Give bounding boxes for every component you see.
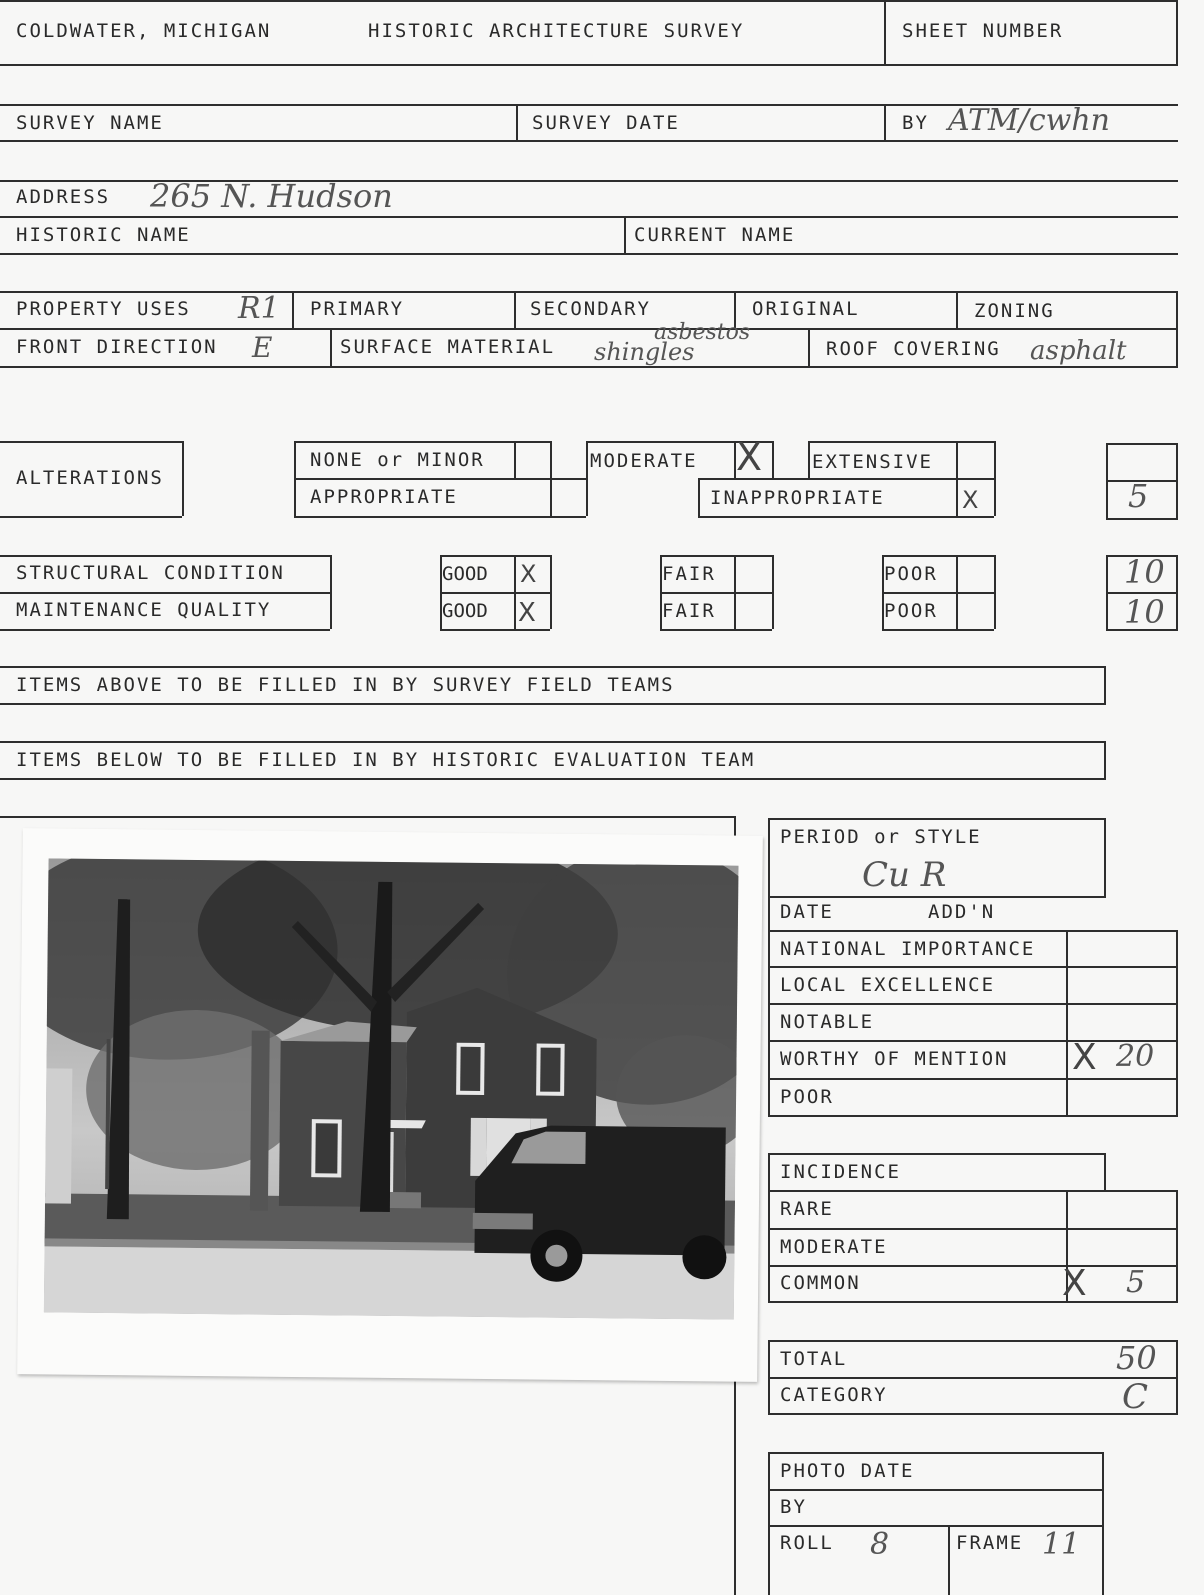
structural-poor-label: POOR [884,563,938,585]
survey-by-value[interactable]: ATM/cwhn [948,103,1110,138]
roof-covering-label: ROOF COVERING [826,338,1001,360]
incidence-common-label: COMMON [780,1272,861,1294]
maintenance-quality-label: MAINTENANCE QUALITY [16,599,272,621]
structural-good-check[interactable]: X [520,560,537,588]
structural-condition-label: STRUCTURAL CONDITION [16,562,285,584]
alteration-extensive-label: EXTENSIVE [812,451,933,473]
photo-by-label: BY [780,1496,807,1518]
form-title: HISTORIC ARCHITECTURE SURVEY [368,20,745,42]
incidence-common-check[interactable]: X [1062,1263,1087,1304]
property-uses-label: PROPERTY USES [16,298,191,320]
evaluation-team-note: ITEMS BELOW TO BE FILLED IN BY HISTORIC EVALUATION TEAM [16,749,756,771]
address-label: ADDRESS [16,186,111,208]
surface-material-value-1[interactable]: asbestos [654,320,751,345]
alteration-inappropriate-label: INAPPROPRIATE [710,487,885,509]
photo-date-label: PHOTO DATE [780,1460,915,1482]
historic-name-label: HISTORIC NAME [16,224,191,246]
surface-material-value-2[interactable]: shingles [594,338,695,366]
alteration-none-minor-label: NONE or MINOR [310,449,485,471]
period-style-label: PERIOD or STYLE [780,826,982,848]
total-value[interactable]: 50 [1116,1339,1157,1377]
period-style-value[interactable]: Cu R [862,855,947,895]
worthy-of-mention-label: WORTHY OF MENTION [780,1048,1009,1070]
poor-rating-label: POOR [780,1086,834,1108]
roof-covering-value[interactable]: asphalt [1030,336,1127,366]
frame-value[interactable]: 11 [1042,1527,1081,1562]
property-uses-value[interactable]: R1 [238,291,280,326]
worthy-of-mention-score[interactable]: 20 [1116,1039,1155,1074]
city-heading: COLDWATER, MICHIGAN [16,20,272,42]
notable-label: NOTABLE [780,1011,875,1033]
roll-value[interactable]: 8 [870,1527,890,1562]
incidence-moderate-label: MODERATE [780,1236,888,1258]
incidence-rare-label: RARE [780,1198,834,1220]
primary-label: PRIMARY [310,298,405,320]
alteration-moderate-check[interactable]: X [736,435,763,479]
maintenance-good-check[interactable]: X [518,598,536,628]
addn-label: ADD'N [928,901,996,923]
maintenance-good-label: GOOD [442,600,488,622]
front-direction-label: FRONT DIRECTION [16,336,218,358]
house-photo-image [44,858,739,1319]
survey-name-label: SURVEY NAME [16,112,164,134]
maintenance-score[interactable]: 10 [1124,593,1165,631]
maintenance-fair-label: FAIR [662,600,716,622]
property-photograph [17,828,763,1382]
frame-label: FRAME [956,1532,1024,1554]
structural-fair-label: FAIR [662,563,716,585]
total-label: TOTAL [780,1348,848,1370]
national-importance-label: NATIONAL IMPORTANCE [780,938,1036,960]
incidence-common-score[interactable]: 5 [1126,1265,1146,1300]
alterations-score[interactable]: 5 [1128,477,1149,515]
maintenance-poor-label: POOR [884,600,938,622]
local-excellence-label: LOCAL EXCELLENCE [780,974,996,996]
zoning-label: ZONING [974,300,1055,322]
incidence-label: INCIDENCE [780,1161,901,1183]
alteration-moderate-label: MODERATE [590,450,698,472]
front-direction-value[interactable]: E [252,331,273,364]
roll-label: ROLL [780,1532,834,1554]
alteration-inappropriate-check[interactable]: X [962,486,979,514]
worthy-of-mention-check[interactable]: X [1072,1037,1097,1078]
date-label: DATE [780,901,834,923]
category-label: CATEGORY [780,1384,888,1406]
structural-score[interactable]: 10 [1124,553,1165,591]
original-label: ORIGINAL [752,298,860,320]
sheet-number-label: SHEET NUMBER [902,20,1064,42]
alteration-appropriate-label: APPROPRIATE [310,486,458,508]
survey-by-label: BY [902,112,929,134]
surface-material-label: SURFACE MATERIAL [340,336,556,358]
secondary-label: SECONDARY [530,298,651,320]
category-value[interactable]: C [1122,1377,1149,1417]
field-team-note: ITEMS ABOVE TO BE FILLED IN BY SURVEY FIELD TEAMS [16,674,675,696]
alterations-label: ALTERATIONS [16,467,164,489]
structural-good-label: GOOD [442,563,488,585]
current-name-label: CURRENT NAME [634,224,796,246]
survey-date-label: SURVEY DATE [532,112,680,134]
address-value[interactable]: 265 N. Hudson [150,177,393,215]
